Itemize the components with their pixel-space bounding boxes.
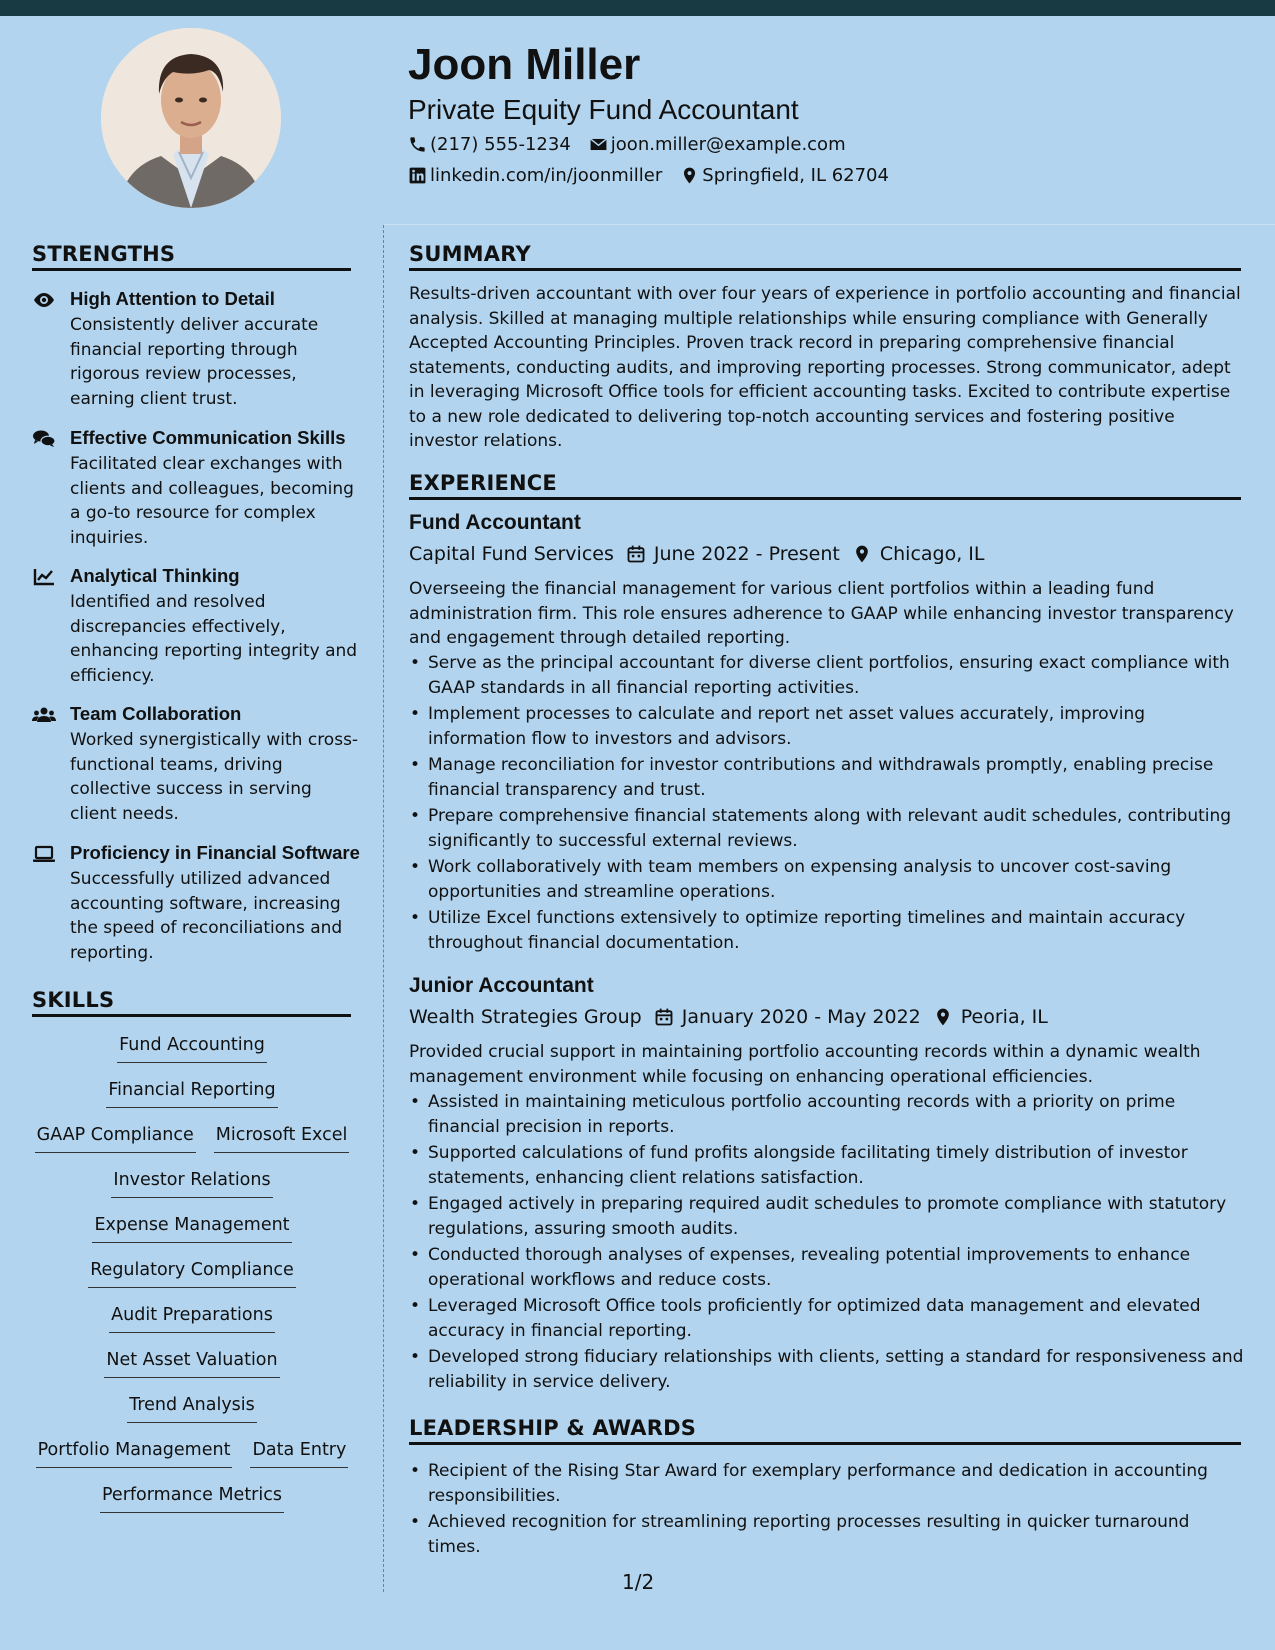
bullet-item: • Achieved recognition for streamlining reporting processes resulting in quicker turnaround times. <box>409 1510 1244 1559</box>
bullet-item: • Conducted thorough analyses of expenses, revealing potential improvements to enhance operational workflows and reduce costs. <box>409 1243 1244 1292</box>
summary-text: Results-driven accountant with over four years of experience in portfolio accounting and financial analysis. Skilled at managing multiple relationships while ensuring compliance with Generally Accepted Accounting Principles. Proven track record in preparing comprehensive financial statements, conducting audits, and improving reporting processes. Strong communicator, adept in leveraging Microsoft Office tools for efficient accounting tasks. Excited to contribute expertise to a new role dedicated to delivering top-notch accounting services and fostering positive investor relations. <box>409 284 1241 451</box>
location-text: Springfield, IL 62704 <box>702 165 889 186</box>
email-contact[interactable] <box>589 134 846 155</box>
bullet-item: • Developed strong fiduciary relationships with clients, setting a standard for responsiveness and reliability in service delivery. <box>409 1345 1244 1394</box>
linkedin-text: linkedin.com/in/joonmiller <box>430 165 663 186</box>
skill-tag: Microsoft Excel <box>214 1125 350 1153</box>
linkedin-icon <box>408 166 427 185</box>
strength-description: Worked synergistically with cross-functional teams, driving collective success in serving client needs. <box>70 730 359 824</box>
bullet-item: • Prepare comprehensive financial statements along with relevant audit schedules, contributing significantly to successful external reviews. <box>409 804 1244 853</box>
skills-heading: SKILLS <box>32 988 351 1017</box>
job-title: Fund Accountant <box>409 511 581 534</box>
bullet-item: • Recipient of the Rising Star Award for exemplary performance and dedication in accounting responsibilities. <box>409 1459 1244 1508</box>
skill-tag: Expense Management <box>92 1215 291 1243</box>
strengths-heading: STRENGTHS <box>32 242 351 271</box>
skill-tag: Net Asset Valuation <box>104 1350 279 1378</box>
skill-tag: Trend Analysis <box>127 1395 257 1423</box>
strength-title: Analytical Thinking <box>70 565 240 586</box>
skills-list <box>32 1035 352 1530</box>
job-location: Chicago, IL <box>879 543 985 565</box>
bullet-item: • Serve as the principal accountant for diverse client portfolios, ensuring exact compliance with GAAP standards in all financial reporting activities. <box>409 651 1244 700</box>
contact-row-1 <box>408 134 860 155</box>
map-marker-icon <box>680 166 699 185</box>
bullet-item: • Implement processes to calculate and report net asset values accurately, improving information flow to investors and advisors. <box>409 702 1244 751</box>
phone-contact[interactable] <box>408 134 571 155</box>
header-divider <box>384 224 1275 225</box>
job-bullets <box>409 1090 1244 1396</box>
bullet-item: • Assisted in maintaining meticulous portfolio accounting records with a priority on prime financial precision in reports. <box>409 1090 1244 1139</box>
top-bar <box>0 0 1275 16</box>
strength-title: Proficiency in Financial Software <box>70 842 360 863</box>
bullet-item: • Manage reconciliation for investor contributions and withdrawals promptly, enabling precise financial transparency and trust. <box>409 753 1244 802</box>
eye-icon <box>32 290 56 310</box>
bullet-item: • Utilize Excel functions extensively to optimize reporting timelines and maintain accuracy throughout financial documentation. <box>409 906 1244 955</box>
company-name: Capital Fund Services <box>409 543 614 565</box>
calendar-icon <box>626 544 646 564</box>
job-description: Overseeing the financial management for various client portfolios within a leading fund administration firm. This role ensures adherence to GAAP while enhancing investor transparency and engagement through detailed reporting. <box>409 579 1234 648</box>
job-dates: January 2020 - May 2022 <box>681 1006 921 1028</box>
bullet-item: • Engaged actively in preparing required audit schedules to promote compliance with statutory regulations, assuring smooth audits. <box>409 1192 1244 1241</box>
job-title: Junior Accountant <box>409 974 594 997</box>
company-name: Wealth Strategies Group <box>409 1006 642 1028</box>
contact-row-2 <box>408 165 903 186</box>
job-dates: June 2022 - Present <box>653 543 840 565</box>
job-location: Peoria, IL <box>960 1006 1048 1028</box>
column-divider <box>383 225 384 1592</box>
phone-icon <box>408 135 427 154</box>
skill-tag: GAAP Compliance <box>35 1125 196 1153</box>
skill-tag: Performance Metrics <box>100 1485 284 1513</box>
linkedin-contact[interactable] <box>408 165 662 186</box>
candidate-name: Joon Miller <box>408 40 641 89</box>
summary-heading: SUMMARY <box>409 242 1241 271</box>
bullet-item: • Work collaboratively with team members on expensing analysis to uncover cost-saving opportunities and streamline operations. <box>409 855 1244 904</box>
skill-tag: Investor Relations <box>111 1170 272 1198</box>
page-number: 1/2 <box>622 1570 655 1594</box>
bullet-item: • Leveraged Microsoft Office tools proficiently for optimized data management and elevated accuracy in financial reporting. <box>409 1294 1244 1343</box>
strength-description: Consistently deliver accurate financial reporting through rigorous review processes, earning client trust. <box>70 315 319 409</box>
job-description: Provided crucial support in maintaining portfolio accounting records within a dynamic wealth management environment while focusing on enhancing operational efficiencies. <box>409 1042 1201 1087</box>
job-meta <box>409 1006 1048 1028</box>
calendar-icon <box>654 1007 674 1027</box>
strength-description: Successfully utilized advanced accounting software, increasing the speed of reconciliations and reporting. <box>70 869 343 963</box>
bullet-item: • Supported calculations of fund profits alongside facilitating timely distribution of investor statements, enhancing client relations satisfaction. <box>409 1141 1244 1190</box>
skill-tag: Data Entry <box>250 1440 348 1468</box>
users-icon <box>32 705 56 725</box>
map-marker-icon <box>852 544 872 564</box>
profile-photo <box>101 28 281 208</box>
location-contact <box>680 165 889 186</box>
phone-text: (217) 555-1234 <box>430 134 571 155</box>
candidate-title: Private Equity Fund Accountant <box>408 94 799 125</box>
leadership-bullets <box>409 1459 1244 1561</box>
map-marker-icon <box>933 1007 953 1027</box>
skill-tag: Audit Preparations <box>109 1305 275 1333</box>
strength-description: Identified and resolved discrepancies effectively, enhancing reporting integrity and efficiency. <box>70 592 358 686</box>
job-bullets <box>409 651 1244 957</box>
strength-description: Facilitated clear exchanges with clients and colleagues, becoming a go-to resource for complex inquiries. <box>70 454 354 548</box>
leadership-heading: LEADERSHIP & AWARDS <box>409 1416 1241 1445</box>
laptop-icon <box>32 844 56 864</box>
strength-title: Effective Communication Skills <box>70 427 346 448</box>
skill-tag: Portfolio Management <box>36 1440 233 1468</box>
job-meta <box>409 543 985 565</box>
email-text: joon.miller@example.com <box>610 134 846 155</box>
skill-tag: Financial Reporting <box>106 1080 277 1108</box>
skill-tag: Regulatory Compliance <box>88 1260 296 1288</box>
strength-title: Team Collaboration <box>70 703 242 724</box>
comments-icon <box>32 429 56 449</box>
strength-title: High Attention to Detail <box>70 288 275 309</box>
skill-tag: Fund Accounting <box>117 1035 267 1063</box>
experience-heading: EXPERIENCE <box>409 471 1241 500</box>
chart-line-icon <box>32 567 56 587</box>
envelope-icon <box>589 135 608 154</box>
